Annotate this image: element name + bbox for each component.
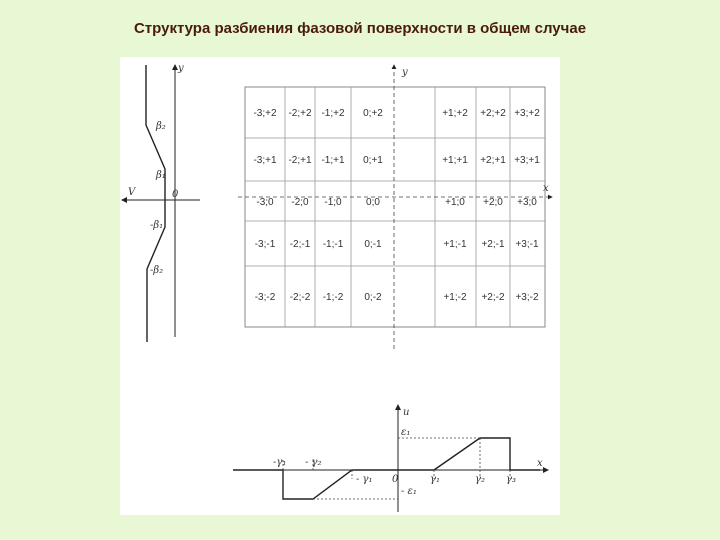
grid-cell-label: -2;-1	[289, 239, 311, 250]
grid-cell-label: -1;-1	[322, 239, 344, 250]
grid-cell-label: +1;+2	[442, 108, 468, 119]
grid-x-label: x	[543, 183, 549, 194]
grid-cell-label: 0;-2	[364, 292, 382, 303]
grid-cell-label: -1;+2	[321, 108, 345, 119]
grid-cell-label: -1;0	[324, 197, 342, 208]
grid-cell-label: +3;-1	[515, 239, 539, 250]
grid-cell-label: -1;+1	[321, 155, 345, 166]
grid-cell-label: 0;0	[366, 197, 380, 208]
tick-beta2: β₂	[156, 121, 166, 132]
grid-cell-label: 0;+2	[363, 108, 383, 119]
tick-neg-beta1: -β₁	[150, 220, 164, 231]
bottom-plot	[233, 405, 548, 512]
bottom-curve	[233, 438, 540, 499]
grid-cell-label: -2;0	[291, 197, 309, 208]
grid-cell-label: -3;-1	[254, 239, 276, 250]
bottom-u-label: u	[403, 407, 410, 418]
grid-cell-label: -3;+2	[253, 108, 277, 119]
grid-cell-label: +2;0	[483, 197, 503, 208]
grid-cell-label: -3;-2	[254, 292, 276, 303]
tick-g2: γ₂	[475, 474, 485, 485]
grid-cell-label: +2;-1	[481, 239, 505, 250]
grid-cell-label: -2;+2	[288, 108, 312, 119]
figure-svg	[120, 57, 560, 515]
tick-g1: γ₁	[430, 474, 440, 485]
bottom-x-label: x	[537, 458, 543, 469]
grid-cell-label: +1;-1	[443, 239, 467, 250]
grid-y-label: y	[402, 67, 408, 78]
bottom-origin: 0	[392, 474, 399, 485]
left-y-label: y	[178, 63, 184, 74]
grid-cell-label: +2;+1	[480, 155, 506, 166]
grid-cell-label: -1;-2	[322, 292, 344, 303]
tick-beta1: β₁	[156, 170, 166, 181]
page-title: Структура разбиения фазовой поверхности в общем случае	[133, 20, 587, 37]
grid-cell-label: -2;+1	[288, 155, 312, 166]
eps-neg-label: - ε₁	[401, 486, 417, 497]
grid-cell-label: -3;0	[256, 197, 274, 208]
grid-cell-label: +1;0	[445, 197, 465, 208]
grid-cell-label: -2;-2	[289, 292, 311, 303]
grid-cell-label: +1;-2	[443, 292, 467, 303]
grid-cell-label: +2;-2	[481, 292, 505, 303]
grid-cell-label: +3;+2	[514, 108, 540, 119]
grid-cell-label: +2;+2	[480, 108, 506, 119]
partition-grid	[238, 65, 552, 349]
grid-cell-label: +3;+1	[514, 155, 540, 166]
left-v-label: V	[128, 187, 136, 198]
tick-g1-mid: - γ₁	[356, 474, 373, 485]
left-curve	[146, 65, 165, 342]
grid-cell-label: +3;0	[517, 197, 537, 208]
eps-pos-label: ε₁	[401, 427, 411, 438]
tick-neg-g2: - γ₂	[305, 457, 322, 468]
grid-cells	[253, 108, 540, 303]
grid-cell-label: 0;+1	[363, 155, 383, 166]
grid-cell-label: -3;+1	[253, 155, 277, 166]
grid-cell-label: 0;-1	[364, 239, 382, 250]
grid-cell-label: +3;-2	[515, 292, 539, 303]
tick-g3: γ₃	[506, 474, 516, 485]
tick-neg-g1: -γ₁	[273, 457, 287, 468]
tick-neg-beta2: -β₂	[150, 265, 164, 276]
left-origin: 0	[172, 189, 179, 200]
left-plot	[122, 63, 200, 342]
figure-panel	[120, 57, 560, 515]
grid-cell-label: +1;+1	[442, 155, 468, 166]
